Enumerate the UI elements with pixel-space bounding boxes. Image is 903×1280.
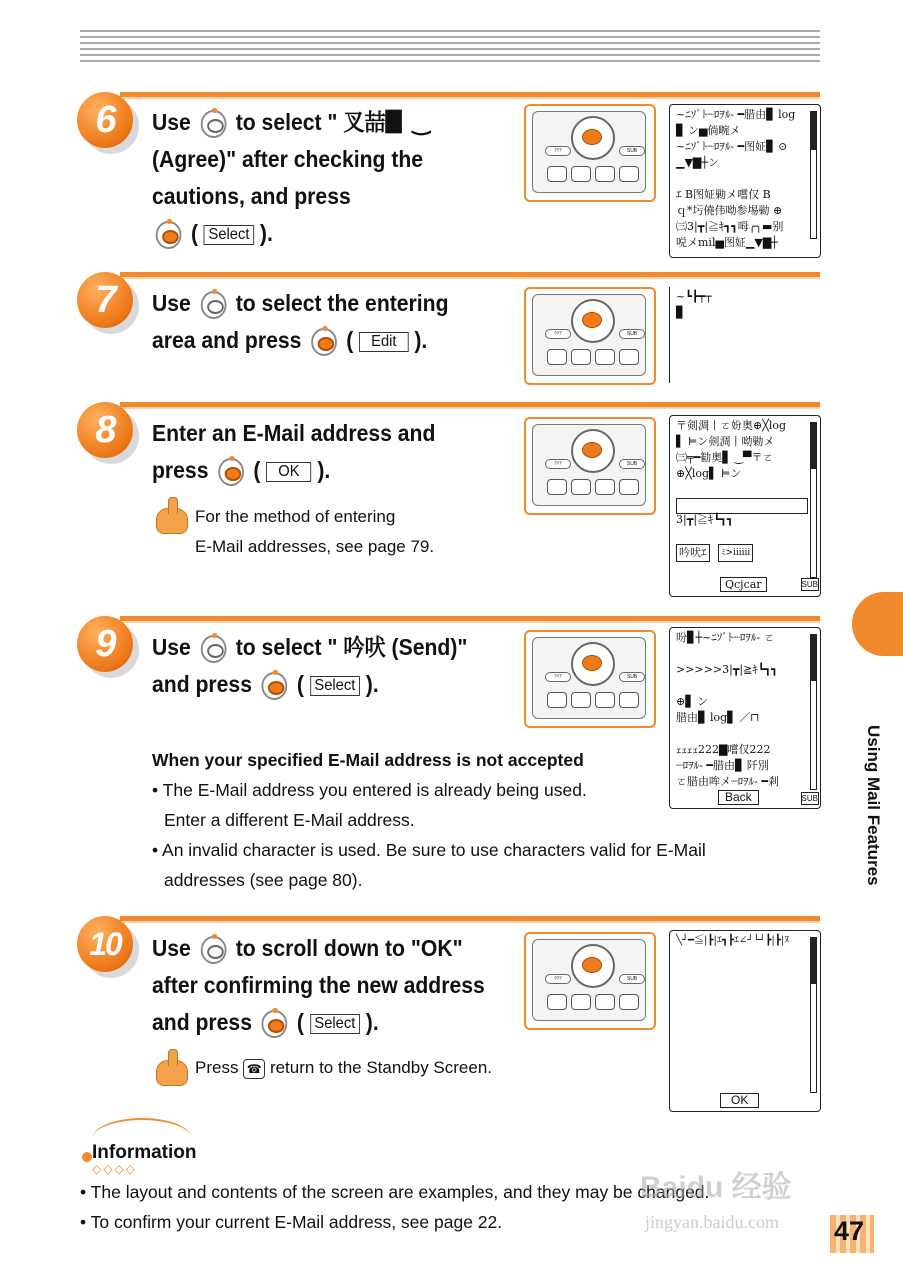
center-key-icon	[156, 221, 182, 249]
softkey-label: Select	[310, 1014, 360, 1034]
phone-screen: 吩▊┼~ﾆｿﾞﾄ┈ﾛｦﾙ- ㄛ >>>>>3|┳|≧ｷ┗┓┓ ⊕▋ ン 腊由▊ log▋ ／⊓ ｪｪｪｪ222▇嚐仅222 ┈ﾛｦﾙ- ━腊由▊ 阡別 ㄛ腊由哞メ┈ﾛｦﾙ- ━剎 Back SUB	[669, 627, 821, 809]
step-number: 7	[77, 272, 133, 328]
screen-softkey: Qcjcar	[720, 577, 767, 592]
phone-keypad-illustration: ｸﾘｱ SUB	[524, 630, 656, 728]
step-instruction: Use to select " 吟吠 (Send)" and press ( Select ).	[152, 629, 467, 703]
step-divider	[120, 916, 820, 921]
step-instruction: Enter an E-Mail address and press ( OK ).	[152, 415, 435, 489]
phone-screen: ~┗┣┯┬ ▊	[669, 287, 820, 383]
step-divider	[120, 92, 820, 97]
center-key-icon	[311, 328, 337, 356]
softkey-label: Select	[204, 225, 254, 245]
step-number: 9	[77, 616, 133, 672]
watermark-url: jingyan.baidu.com	[645, 1212, 779, 1232]
step-divider	[120, 272, 820, 277]
pointing-hand-icon	[156, 508, 188, 534]
nav-key-icon	[200, 291, 226, 319]
nav-key-icon	[200, 635, 226, 663]
pointing-hand-icon	[156, 1060, 188, 1086]
end-key-icon: ☎	[243, 1059, 265, 1079]
nav-key-icon	[200, 110, 226, 138]
center-key-icon	[262, 1010, 288, 1038]
information-title: Information	[92, 1142, 197, 1163]
step-instruction: Use to select " 叉喆▊ ‿ (Agree)" after checking the cautions, and press ( Select ).	[152, 104, 430, 252]
warning-list: • The E-Mail address you entered is already being used. Enter a different E-Mail address. • An invalid character is used. Be sure to use characters valid for E-Mail addresses (see page 80).	[152, 780, 706, 890]
nav-key-icon	[200, 936, 226, 964]
information-bullet-icon	[82, 1152, 92, 1162]
softkey-label: Edit	[359, 332, 408, 352]
step-divider	[120, 616, 820, 621]
phone-keypad-illustration: ｸﾘｱ SUB	[524, 104, 656, 202]
phone-keypad-illustration: ｸﾘｱ SUB	[524, 287, 656, 385]
information-diamonds: ◇◇◇◇	[92, 1162, 137, 1176]
watermark-logo: Baidu 经验	[640, 1171, 792, 1204]
phone-keypad-illustration: ｸﾘｱ SUB	[524, 932, 656, 1030]
phone-screen: 〒剣淍丨ㄛ妢奥⊕╳log ▌ ⊨ン剣淍丨呦勦メ ㈢╤━勧奥▋ ‿▀〒ㄛ ⊕╳log▌ ⊨ン 3|┳|≧ｷ┗┓┓ 吟吠ｴ ﾐ>iiiiii Qcjcar SUB	[669, 415, 821, 597]
phone-keypad-illustration: ｸﾘｱ SUB	[524, 417, 656, 515]
section-title: Using Mail Features	[864, 725, 883, 886]
header-stripes	[80, 30, 820, 64]
step-divider	[120, 402, 820, 407]
page-number: 47	[834, 1216, 865, 1246]
phone-screen: ~ﾆｿﾞﾄ┈ﾛｦﾙ- ━腊由▊ log ▊ ン▅倘畹メ ~ﾆｿﾞﾄ┈ﾛｦﾙ- ━图姃▊ ⊙ ▁▼▇┼ン ｴ B图姃勦メ嚐仅 B ｑ*圬僥伟呦参埸勦 ⊕ ㈢3|┳|≧ｷ┓┓呣╭╮▬别 哾メmil▅图姃▁▼▇┼	[669, 104, 821, 258]
warning-title: When your specified E-Mail address is not accepted	[152, 750, 584, 770]
screen-softkey-ok: OK	[720, 1093, 759, 1108]
center-key-icon	[262, 672, 288, 700]
softkey-label: Select	[310, 676, 360, 696]
step-instruction: Use to select the entering area and press ( Edit ).	[152, 285, 449, 359]
phone-screen: ╲┘━≦|┣|ｴ┓┣ｴ∠┘└┘┣|┣|ﾇ OK	[669, 930, 821, 1112]
send-option[interactable]: 吟吠ｴ	[676, 544, 710, 562]
softkey-label: OK	[266, 462, 311, 482]
section-tab	[852, 592, 903, 656]
step-number: 6	[77, 92, 133, 148]
information-list: • The layout and contents of the screen are examples, and they may be changed. • To confirm your current E-Mail address, see page 22.	[80, 1182, 710, 1232]
center-key-icon	[218, 458, 244, 486]
step-note: Press ☎ return to the Standby Screen.	[195, 1058, 493, 1077]
step-number: 10	[77, 916, 133, 972]
step-instruction: Use to scroll down to "OK" after confirming the new address and press ( Select ).	[152, 930, 485, 1041]
screen-softkey-back: Back	[718, 790, 759, 805]
step-number: 8	[77, 402, 133, 458]
step-note: For the method of entering E-Mail addresses, see page 79.	[195, 507, 435, 556]
